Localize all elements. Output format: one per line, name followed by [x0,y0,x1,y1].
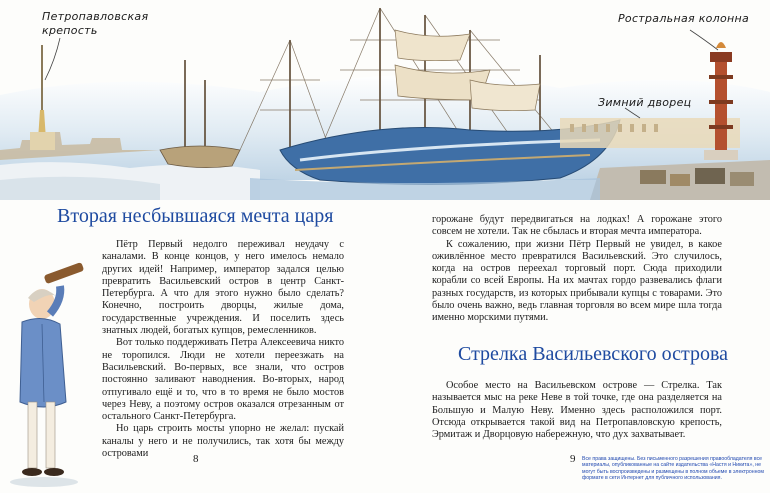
caption-palace-line1: Зимний дворец [598,96,692,109]
left-paragraph-1: Пётр Первый недолго переживал неудачу с каналами. В конце концов, у него имелось немало других идей! Например, император задался целью превратить Васильевский остров в центр Санкт-Петербурга. А что для этого нужно было сделать? Конечно, построить дворцы, жилые дома, государственные учреждения. И поселить здесь знатных людей, богатых купцов, ремесленников. [102,239,344,337]
legal-notice: Все права защищены. Без письменного разрешения правообладателя все материалы, опубликованные на сайте издательства «Настя и Никита», не могут быть воспроизведены и размещены в полном объеме в электронном формате в сети Интернет для публичного использования. [582,456,764,481]
right-section-paragraph-1: Особое место на Васильевском острове — Стрелка. Так называется мыс на реке Неве в той точке, где она разделяется на Большую и Малую Неву. Именно здесь расположился порт. Отсюда открывается такой вид на Петропавловскую крепость, Эрмитаж и Дворцовую набережную, что дух захватывает. [432,380,722,441]
boy-with-spyglass-illustration [0,262,110,493]
caption-column-line1: Ростральная колонна [618,12,750,25]
left-paragraph-2: Вот только поддерживать Петра Алексеевича никто не торопился. Люди не хотели переезжать на Васильевский. Во-первых, все знали, что остров постоянно заливают наводнения. Во-вторых, народ отпугивало ещё и то, что в то время не было мостов через Неву, а поэтому остров оказался отрезанным от остального Санкт-Петербурга. [102,337,344,423]
caption-winter-palace [598,96,691,110]
left-heading: Вторая несбывшаяся мечта царя [57,205,334,227]
left-paragraph-3: Но царь строить мосты упорно не желал: пускай каналы у него и не получились, так хотя бы между островами [102,423,344,460]
left-text-column [102,239,344,460]
right-paragraph-1: горожане будут передвигаться на лодках! А горожане этого совсем не хотели. Так не сбылась и вторая мечта императора. [432,214,722,238]
caption-fortress [42,10,148,38]
left-page-number: 8 [193,453,199,465]
caption-fortress-line2: крепость [42,24,98,37]
right-paragraph-2: К сожалению, при жизни Пётр Первый не увидел, в какое оживлённое место превратился Васильевский. Это случилось, когда на остров переехал торговый порт. Сюда приходили корабли со всей Европы. На их мачтах гордо развевались флаги разных государств, из которых прибывали купцы с товарами. Это было очень важно, ведь главная торговля во всем мире шла тогда именно морскими путями. [432,238,722,324]
caption-fortress-line1: Петропавловская [42,10,149,23]
right-page-number: 9 [570,453,576,465]
right-intro-column [432,214,722,325]
right-heading: Стрелка Васильевского острова [458,343,729,365]
right-section-column [432,380,722,441]
caption-rostral-column [618,12,749,26]
